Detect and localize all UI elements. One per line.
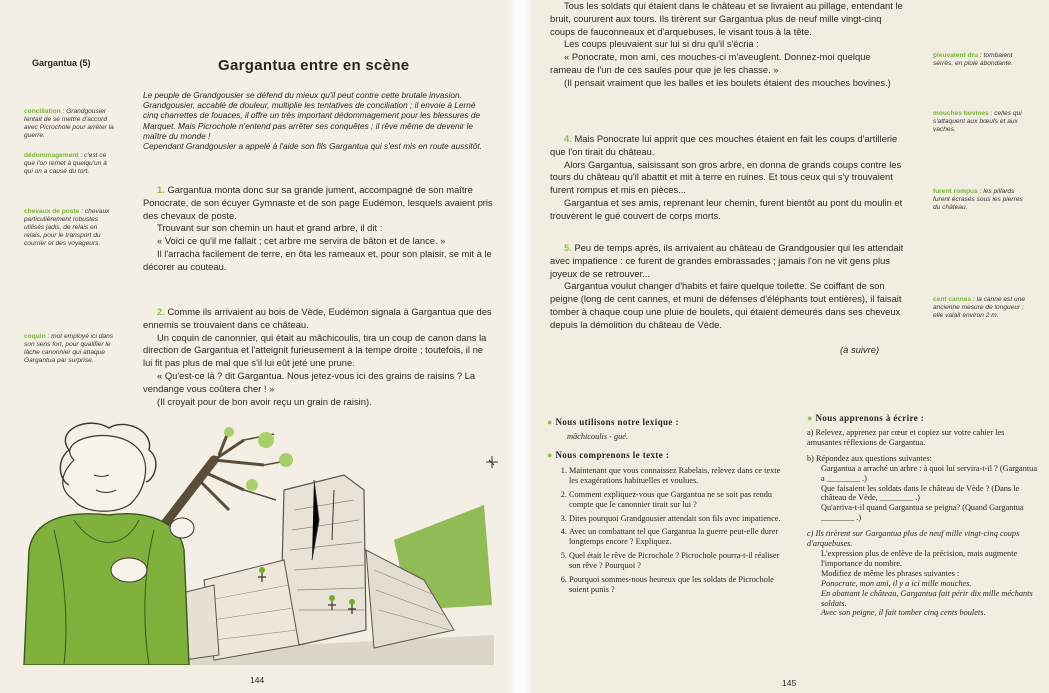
comprendre-heading: ● Nous comprenons le texte :: [547, 449, 670, 460]
margin-note: [24, 152, 114, 176]
margin-term: pleuvaient dru: [933, 52, 979, 59]
paragraph-number: 4.: [564, 133, 572, 144]
quote: « Ponocrate, mon ami, ces mouches-ci m'aveuglent. Donnez-moi quelque rameau de l'un de ces saules pour que je les chasse. »: [550, 51, 871, 75]
ecrire-heading: ● Nous apprenons à écrire :: [807, 413, 925, 423]
margin-note: [933, 110, 1029, 134]
margin-term: furent rompus: [933, 188, 978, 195]
margin-definition: : tombaient serrés, en pluie abondante.: [933, 52, 1013, 67]
exercise-c: c) Ils tirèrent sur Gargantua plus de neuf mille vingt-cinq coups d'arquebuses.: [807, 529, 1020, 549]
paragraph: Tous les soldats qui étaient dans le château et se livraient au pillage, entendant le bruit, coururent aux tours. Ils tirèrent sur Gargantua plus de neuf mille vingt-cinq coups de fauconneaux et d'arquebuses, le visant tous à la tête.: [550, 0, 903, 37]
intro-paragraph: Le peuple de Grandgousier se défend du mieux qu'il peut contre cette brutale invasion. Grandgousier, accablé de douleur, multiplie les tentatives de conciliation ; il envoie à Lerné cinq charrettes de fouaces, il offre un très important dédommagement pour les blessures de Marquet. Mais Picrochole n'entend pas arrêter ses conquêtes ; il rêve même de devenir le maître du monde !: [143, 90, 481, 141]
ecrire-title: Nous apprenons à écrire :: [815, 413, 925, 423]
margin-definition: : Grandgousier tentait de se mettre d'accord avec Picrochole pour arrêter la guerre.: [24, 108, 114, 139]
paragraph: Un coquin de canonnier, qui était au mâchicoulis, tira un coup de canon dans la direction de Gargantua et l'atteignit furieusement à la tempe droite ; toutefois, il ne lui fit pas plus de mal que s'il lui eût jeté une prune.: [143, 331, 487, 369]
exercise-c-item: En abattant le château, Gargantua fait périr dix mille méchants soldats.: [821, 588, 1033, 608]
paragraph: Les coups pleuvaient sur lui si dru qu'il s'écria :: [564, 38, 759, 50]
question-item: 6. Pourquoi sommes-nous heureux que les soldats de Picrochole soient punis ?: [569, 575, 787, 595]
paragraph: (Il pensait vraiment que les balles et les boulets étaient des mouches bovines.): [564, 76, 891, 88]
margin-term: conciliation: [24, 108, 61, 115]
margin-definition: : les pillards furent écrasés sous les pierres du château.: [933, 188, 1023, 211]
comprendre-title: Nous comprenons le texte :: [555, 449, 670, 460]
text-section-4: [550, 133, 905, 223]
margin-note: [24, 108, 114, 140]
paragraph: Trouvant sur son chemin un haut et grand arbre, il dit :: [157, 222, 383, 234]
paragraph: Mais Ponocrate lui apprit que ces mouches étaient en fait les coups d'artillerie que l'on tirait du château.: [550, 133, 898, 157]
paragraph: Gargantua et ses amis, reprenant leur chemin, furent bientôt au pont du moulin et trouvèrent le gué couvert de corps morts.: [550, 196, 903, 221]
paragraph: Peu de temps après, ils arrivaient au château de Grandgousier qui les attendait avec impatience : ce furent de grandes embrassades ; jamais l'on ne vit gens plus joyeux de se retrouver...: [550, 242, 904, 279]
paragraph: Alors Gargantua, saisissant son gros arbre, en donna de grands coups contre les tours du château qu'il abattit et mit à terre en ruines. Et tous ceux qui s'y trouvaient furent rompus et mis en pièces...: [550, 158, 902, 196]
left-page: [0, 0, 505, 693]
margin-term: mouches bovines: [933, 110, 989, 117]
question-item: 3. Dites pourquoi Grandgousier attendait son fils avec impatience.: [569, 514, 787, 524]
exercise-b-item: Qu'arriva-t-il quand Gargantua se peigna? (Quand Gargantua ________ .): [821, 503, 1024, 523]
question-item: 5. Quel était le rêve de Picrochole ? Picrochole pourra-t-il réaliser son rêve ? Pourquoi ?: [569, 551, 787, 571]
margin-note: [933, 52, 1029, 68]
margin-term: chevaux de poste: [24, 208, 80, 215]
question-item: 4. Avec un combattant tel que Gargantua la guerre peut-elle durer longtemps encore ? Expliquez.: [569, 527, 787, 547]
exercise-b: b) Répondez aux questions suivantes:: [807, 453, 932, 463]
chapter-title: Gargantua entre en scène: [218, 57, 410, 74]
paragraph: Gargantua voulut changer d'habits et faire quelque toilette. Se coiffant de son peigne (long de cent cannes, et muni de défenses d'éléphants tout entières), il faisait tomber à chaque coup une pluie de boulets, qui étaient demeurés dans ses cheveux depuis la démolition du château de Vède.: [550, 280, 902, 330]
gargantua-illustration: [14, 420, 502, 665]
intro-paragraph-2: Cependant Grandgousier a appelé à l'aide son fils Gargantua qui s'est mis en route aussitôt.: [143, 141, 482, 152]
margin-definition: : chevaux particulièrement robustes utilisés jadis, de relais en relais, pour le transport du courrier et des voyageurs.: [24, 208, 110, 247]
margin-term: cent cannes: [933, 296, 972, 303]
questions-list: [547, 466, 787, 595]
paragraph: Comme ils arrivaient au bois de Vède, Eudémon signala à Gargantua que des ennemis se trouvaient dans ce château.: [143, 306, 492, 330]
text-section-3: [550, 0, 905, 90]
margin-note: [24, 333, 114, 365]
margin-note: [24, 208, 114, 248]
page-number: 144: [250, 675, 265, 685]
running-header: Gargantua (5): [32, 58, 91, 68]
text-section-2: [143, 306, 493, 408]
exercise-c-item: Avec son peigne, il fait tomber cinq cents boulets.: [821, 608, 986, 618]
quote: « Voici ce qu'il me fallait ; cet arbre me servira de bâton et de lance. »: [157, 235, 446, 247]
exercise-a: a) Relevez, apprenez par cœur et copiez sur votre cahier les amusantes réflexions de Gargantua.: [807, 428, 1005, 447]
exercises-right-column: [807, 413, 1039, 618]
exercise-c-item: Ponocrate, mon ami, il y a ici mille mouches.: [821, 578, 972, 588]
question-item: 1. Maintenant que vous connaissez Rabelais, relevez dans ce texte les exagérations habituelles et voulues.: [569, 466, 787, 486]
to-be-continued: (à suivre): [840, 344, 880, 355]
margin-definition: : celles qui s'attaquent aux bœufs et aux vaches.: [933, 110, 1022, 133]
margin-note: [933, 188, 1029, 212]
lexique-title: Nous utilisons notre lexique :: [555, 417, 679, 427]
intro-text: [143, 90, 493, 151]
margin-definition: : mot employé ici dans son sens fort, pour qualifier le lâche canonnier qui attaque Gargantua par surprise.: [24, 333, 114, 364]
paragraph: Gargantua monta donc sur sa grande jument, accompagné de son maître Ponocrate, de son écuyer Gymnaste et de son page Eudémon, lesquels avaient pris des chevaux de poste.: [143, 184, 493, 221]
ecrire-exercises: [807, 428, 1039, 618]
text-section-5: [550, 242, 905, 332]
exercise-b-item: Gargantua a arraché un arbre : à quoi lui servira-t-il ? (Gargantua a ________ .): [821, 463, 1038, 483]
paragraph: Il l'arracha facilement de terre, en ôta les rameaux et, pour son plaisir, se mit à le décorer au couteau.: [143, 247, 492, 272]
margin-note: [933, 296, 1029, 320]
right-page: [535, 0, 1049, 693]
book-gutter: [505, 0, 535, 693]
paragraph-number: 2.: [157, 306, 165, 317]
lexique-heading: ● Nous utilisons notre lexique :: [547, 417, 679, 427]
paragraph-number: 5.: [564, 242, 572, 253]
paragraph: (Il croyait pour de bon avoir reçu un grain de raisin).: [157, 395, 372, 407]
margin-definition: : c'est ce que l'on remet à quelqu'un à qui on a causé du tort.: [24, 152, 107, 175]
text-section-1: [143, 184, 493, 274]
quote: « Qu'est-ce là ? dit Gargantua. Nous jetez-vous ici des grains de raisins ? La vendange vous coûtera cher ! »: [143, 369, 476, 394]
margin-definition: : la canne est une ancienne mesure de longueur ; elle valait environ 2 m.: [933, 296, 1026, 319]
margin-term: coquin: [24, 333, 46, 340]
paragraph-number: 1.: [157, 184, 165, 195]
question-item: 2. Comment expliquez-vous que Gargantua ne se soit pas rendu compte que le canonnier tirait sur lui ?: [569, 490, 787, 510]
exercise-c-item: L'expression plus de enlève de la précision, mais augmente l'importance du nombre.: [821, 548, 1018, 568]
exercise-b-item: Que faisaient les soldats dans le château de Vède ? (Dans le château de Vède, ________ .): [821, 483, 1020, 503]
lexique-words: mâchicoulis - gué.: [567, 432, 629, 441]
exercise-c-item: Modifiez de même les phrases suivantes :: [821, 568, 960, 578]
exercises-left-column: [547, 417, 787, 599]
page-number: 145: [782, 678, 797, 688]
margin-term: dédommagement: [24, 152, 79, 159]
